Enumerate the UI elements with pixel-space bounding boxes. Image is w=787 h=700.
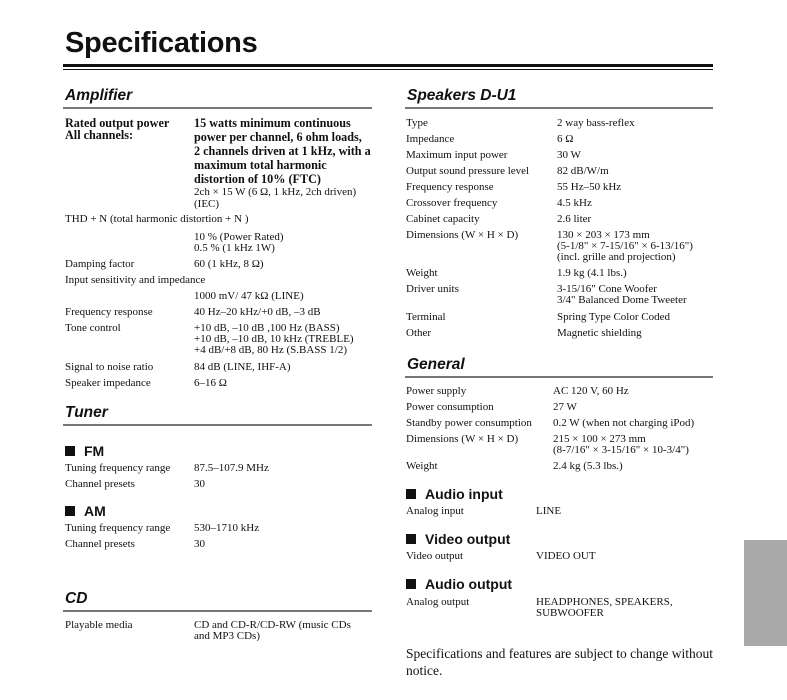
fm-presets-label: Channel presets [65,478,135,490]
general-spec-label: Power supply [406,385,467,397]
all-channels-label: All channels: [65,128,134,142]
speaker-impedance-value: 6–16 Ω [194,377,227,389]
tuner-heading: Tuner [65,404,108,421]
rated-value-line: 2 channels driven at 1 kHz, with a [194,144,371,158]
audio-input-heading: Audio input [406,486,503,502]
analog-output-label: Analog output [406,596,470,608]
square-bullet-icon [406,579,416,589]
playable-media-label: Playable media [65,619,133,631]
speaker-weight-value: 1.9 kg (4.1 lbs.) [557,267,627,279]
speaker-spec-value: 55 Hz–50 kHz [557,181,622,193]
analog-output-value: SUBWOOFER [536,607,604,619]
snr-value: 84 dB (LINE, IHF-A) [194,361,291,373]
rated-value-line: distortion of 10% (FTC) [194,172,321,186]
general-spec-label: Standby power consumption [406,417,532,429]
speaker-spec-label: Impedance [406,133,455,145]
speaker-spec-label: Frequency response [406,181,494,193]
tone-control-label: Tone control [65,322,121,334]
freq-response-value: 40 Hz–20 kHz/+0 dB, –3 dB [194,306,321,318]
speaker-spec-label: Maximum input power [406,149,508,161]
am-range-label: Tuning frequency range [65,522,171,534]
freq-response-label: Frequency response [65,306,153,318]
general-spec-label: Power consumption [406,401,494,413]
general-dimensions-value: (8-7/16" × 3-15/16" × 10-3/4") [553,444,689,456]
playable-media-value: and MP3 CDs) [194,630,261,642]
speakers-heading: Speakers D-U1 [407,87,517,104]
speaker-dimensions-value: (incl. grille and projection) [557,251,676,263]
general-spec-value: 27 W [553,401,577,413]
rated-value-line: 15 watts minimum continuous [194,116,351,130]
am-heading: AM [65,503,106,519]
am-presets-value: 30 [194,538,205,550]
thd-value: 10 % (Power Rated) [194,231,284,243]
speaker-dimensions-value: 130 × 203 × 173 mm [557,229,650,241]
video-output-label: Video output [406,550,464,562]
footnote-line: Specifications and features are subject to change without [406,646,714,661]
general-rule [405,376,713,378]
amplifier-rule [63,107,372,109]
speaker-spec-value: 2.6 liter [557,213,592,225]
general-heading: General [407,356,465,373]
tone-control-value: +10 dB, –10 dB ,100 Hz (BASS) [194,322,340,334]
speaker-spec-value: 30 W [557,149,581,161]
analog-input-value: LINE [536,505,562,517]
general-dimensions-value: 215 × 100 × 273 mm [553,433,646,445]
tuner-rule [63,424,372,426]
video-output-heading: Video output [406,531,510,547]
input-sensitivity-label: Input sensitivity and impedance [65,274,206,286]
fm-heading: FM [65,443,104,459]
analog-input-label: Analog input [406,505,464,517]
input-sensitivity-value: 1000 mV/ 47 kΩ (LINE) [194,290,304,302]
speaker-spec-label: Type [406,117,428,129]
speaker-dimensions-value: (5-1/8" × 7-15/16" × 6-13/16") [557,240,693,252]
speaker-spec-value: 4.5 kHz [557,197,592,209]
cd-heading: CD [65,590,88,607]
general-spec-value: AC 120 V, 60 Hz [553,385,629,397]
amplifier-heading: Amplifier [65,87,133,104]
video-output-value: VIDEO OUT [536,550,596,562]
terminal-value: Spring Type Color Coded [557,311,670,323]
rated-value-line: power per channel, 6 ohm loads, [194,130,362,144]
speaker-impedance-label: Speaker impedance [65,377,151,389]
driver-units-value: 3-15/16" Cone Woofer [557,283,657,295]
general-dimensions-label: Dimensions (W × H × D) [406,433,519,445]
speaker-spec-value: 2 way bass-reflex [557,117,635,129]
playable-media-value: CD and CD-R/CD-RW (music CDs [194,619,351,631]
thd-value: 0.5 % (1 kHz 1W) [194,242,275,254]
general-weight-value: 2.4 kg (5.3 lbs.) [553,460,623,472]
rated-iec-line: (IEC) [194,198,220,210]
rated-value-line: maximum total harmonic [194,158,327,172]
rated-output-label: Rated output power [65,116,170,130]
fm-range-value: 87.5–107.9 MHz [194,462,269,474]
speaker-spec-value: 82 dB/W/m [557,165,609,177]
damping-label: Damping factor [65,258,135,270]
other-value: Magnetic shielding [557,327,642,339]
cd-rule [63,610,372,612]
other-label: Other [406,327,432,339]
speaker-weight-label: Weight [406,267,438,279]
analog-output-value: HEADPHONES, SPEAKERS, [536,596,673,608]
driver-units-value: 3/4" Balanced Dome Tweeter [557,294,687,306]
fm-presets-value: 30 [194,478,205,490]
tone-control-value: +4 dB/+8 dB, 80 Hz (S.BASS 1/2) [194,344,347,356]
footnote-line: notice. [406,663,443,678]
title-rule [63,64,713,67]
side-tab [744,540,787,646]
speaker-spec-label: Output sound pressure level [406,165,530,177]
speakers-rule [405,107,713,109]
speaker-dimensions-label: Dimensions (W × H × D) [406,229,519,241]
damping-value: 60 (1 kHz, 8 Ω) [194,258,264,270]
terminal-label: Terminal [406,311,446,323]
title-rule-thin [63,69,713,70]
general-weight-label: Weight [406,460,438,472]
speaker-spec-label: Cabinet capacity [406,213,480,225]
audio-output-heading: Audio output [406,576,512,592]
general-spec-value: 0.2 W (when not charging iPod) [553,417,695,429]
square-bullet-icon [65,446,75,456]
driver-units-label: Driver units [406,283,459,295]
rated-iec-line: 2ch × 15 W (6 Ω, 1 kHz, 2ch driven) [194,186,357,198]
am-range-value: 530–1710 kHz [194,522,260,534]
square-bullet-icon [406,534,416,544]
speaker-spec-label: Crossover frequency [406,197,498,209]
snr-label: Signal to noise ratio [65,361,154,373]
square-bullet-icon [406,489,416,499]
am-presets-label: Channel presets [65,538,135,550]
page-title: Specifications [65,27,258,59]
tone-control-value: +10 dB, –10 dB, 10 kHz (TREBLE) [194,333,354,345]
square-bullet-icon [65,506,75,516]
speaker-spec-value: 6 Ω [557,133,574,145]
thd-label: THD + N (total harmonic distortion + N ) [65,213,249,225]
fm-range-label: Tuning frequency range [65,462,171,474]
